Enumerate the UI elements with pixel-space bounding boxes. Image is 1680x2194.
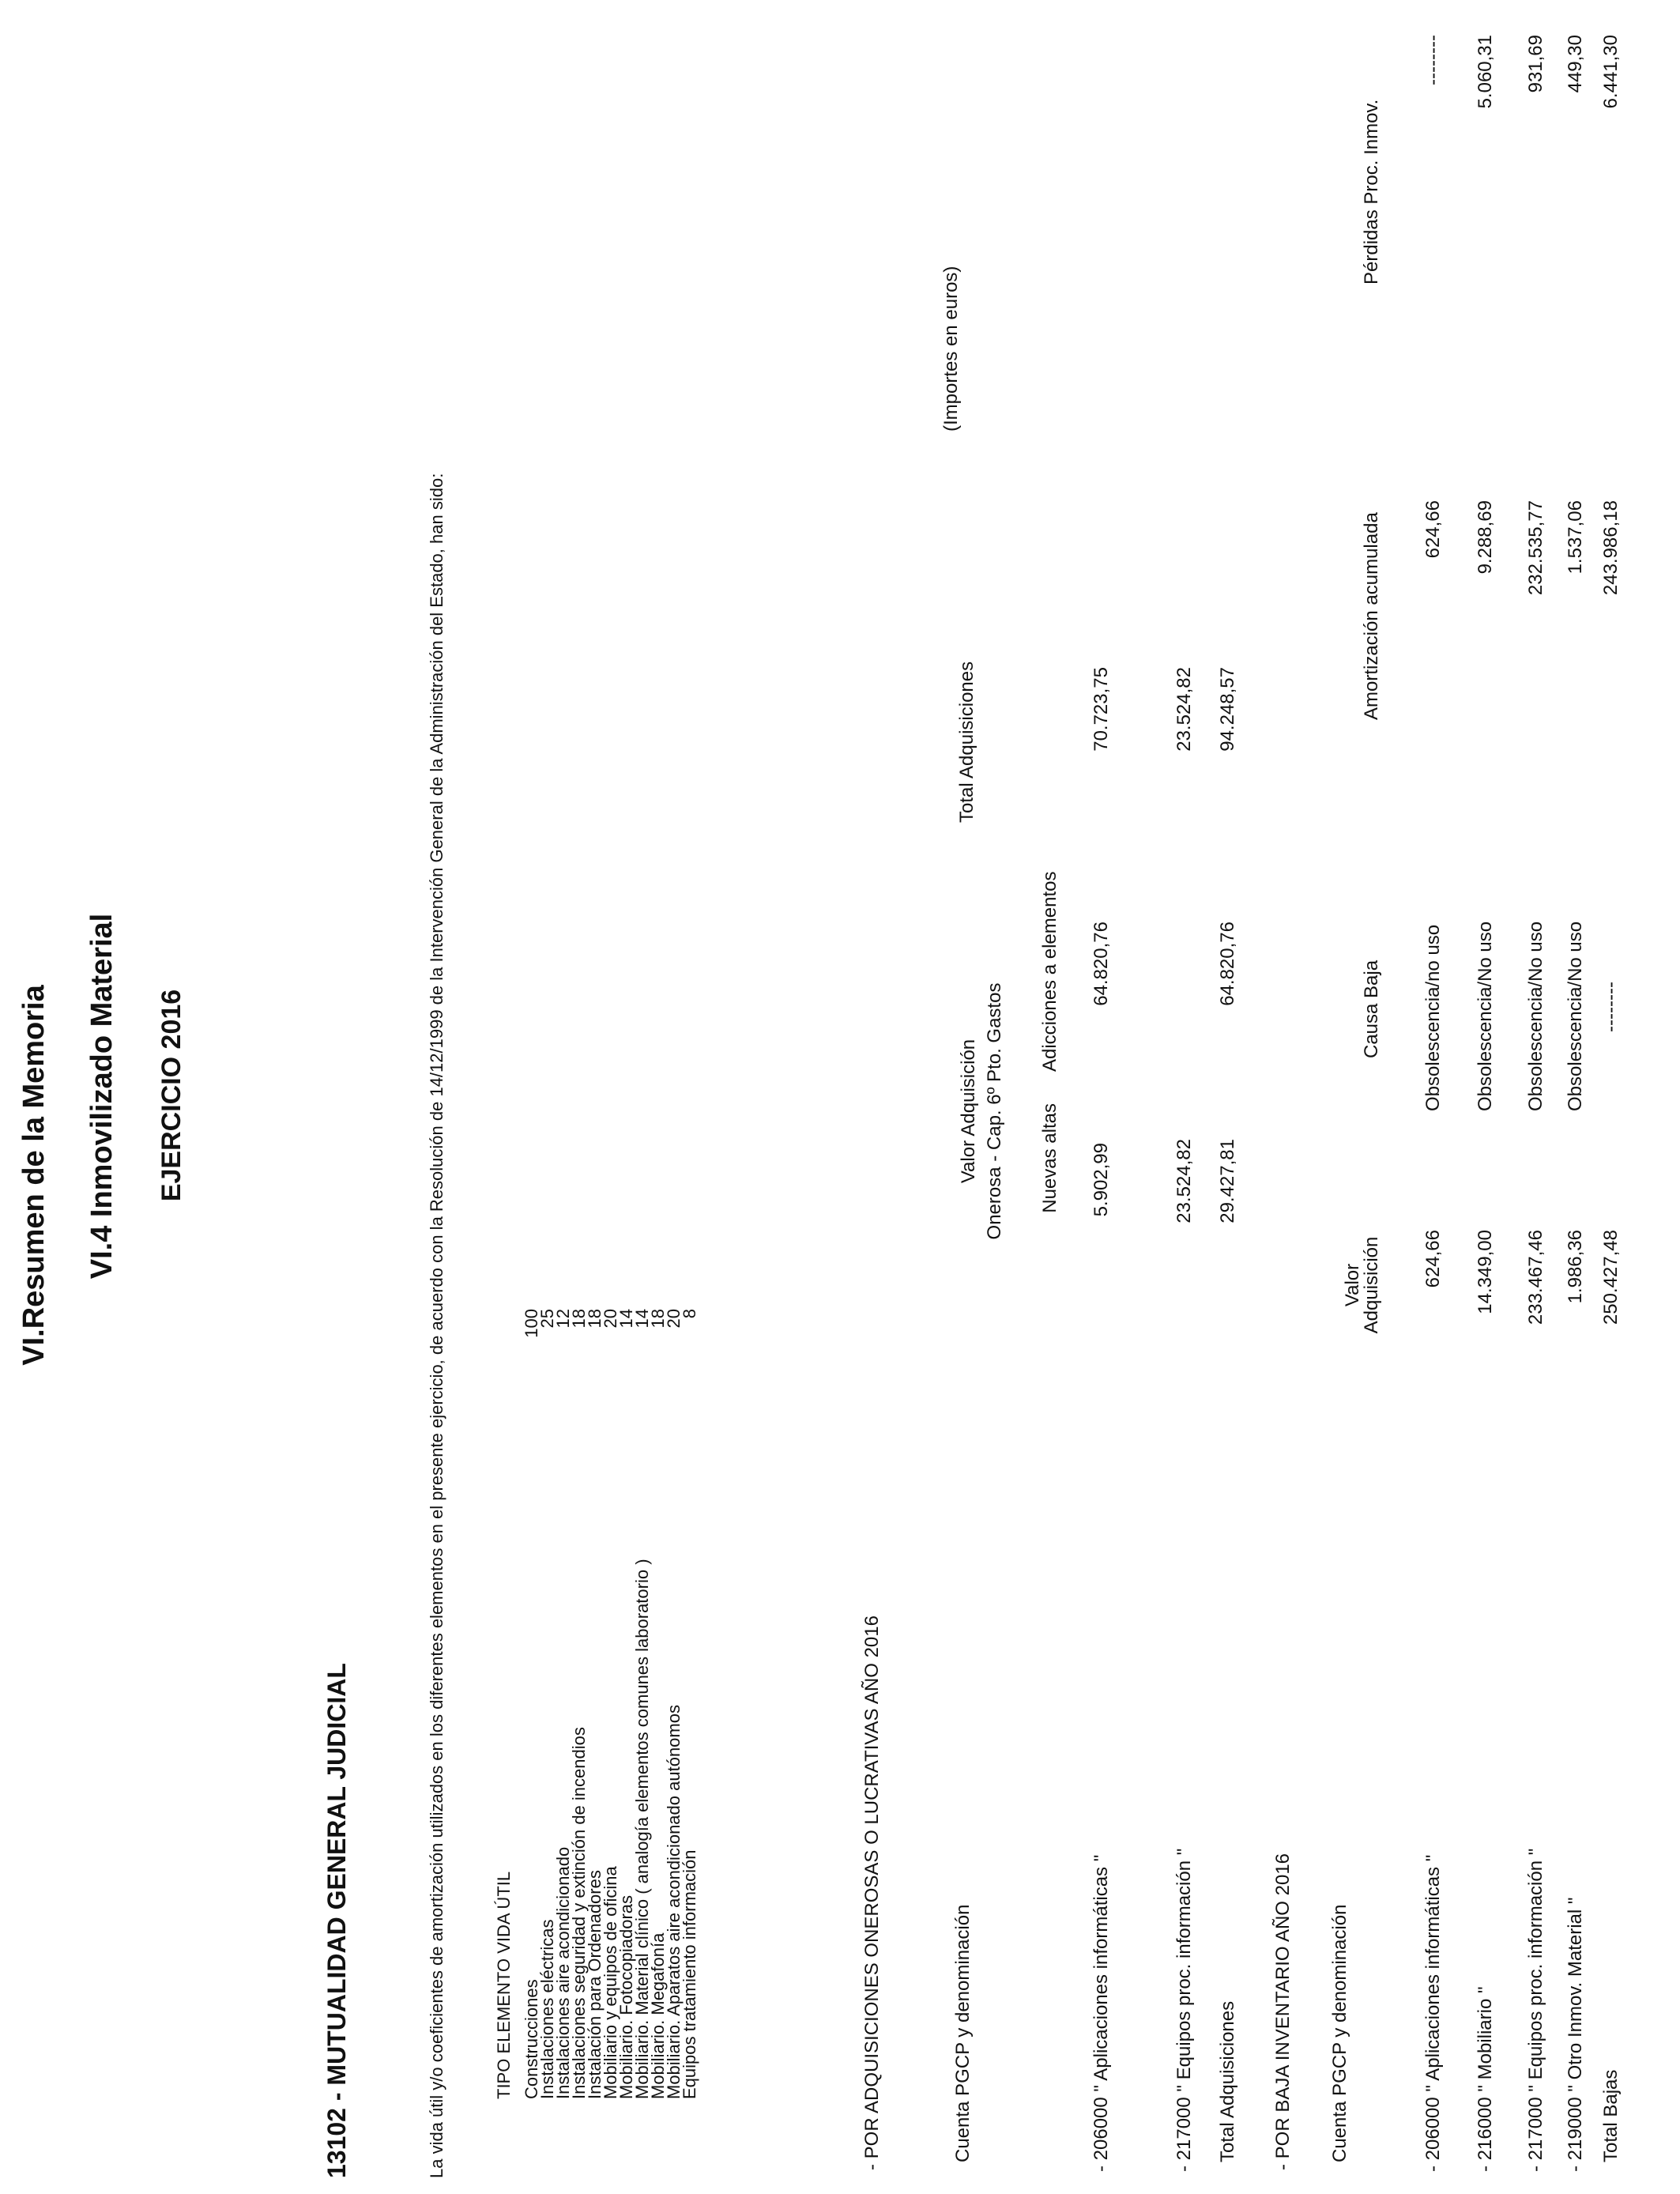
adq-total-adiciones: 64.820,76	[1217, 922, 1238, 1006]
vida-util-heading: TIPO ELEMENTO VIDA ÚTIL	[494, 1871, 514, 2099]
vida-util-years: 8	[680, 1309, 699, 1319]
bajas-row-amort: 9.288,69	[1475, 500, 1496, 575]
vida-util-label: Mobiliario. Fotocopiadoras	[616, 1894, 636, 2099]
bajas-row-cuenta: - 206000 " Aplicaciones informáticas "	[1422, 1854, 1444, 2172]
vida-util-years: 25	[537, 1309, 557, 1329]
bajas-row-valor: 233.467,46	[1525, 1230, 1546, 1325]
adq-total-total: 94.248,57	[1217, 667, 1238, 752]
bajas-row-causa: Obsolescencia/no uso	[1422, 924, 1444, 1111]
vida-util-label: Instalación para Ordenadores	[585, 1870, 605, 2099]
bajas-row-cuenta: - 219000 " Otro Inmov. Material "	[1565, 1897, 1586, 2172]
bajas-row-valor: 624,66	[1422, 1230, 1444, 1288]
vida-util-years: 20	[664, 1309, 684, 1329]
vida-util-years: 18	[585, 1309, 605, 1329]
adq-total-nuevas: 29.427,81	[1217, 1139, 1238, 1223]
bajas-col-valor-2: Adquisición	[1361, 1236, 1382, 1334]
adq-row-total: 70.723,75	[1090, 667, 1112, 752]
bajas-row-causa: Obsolescencia/No uso	[1565, 921, 1586, 1111]
adquisiciones-heading: - POR ADQUISICIONES ONEROSAS O LUCRATIVAS AÑO 2016	[861, 1615, 883, 2170]
adq-row-cuenta: - 217000 " Equipos proc. información "	[1173, 1848, 1195, 2172]
vida-util-years: 18	[569, 1309, 589, 1329]
document-title: VI.Resumen de la Memoria	[17, 985, 51, 1366]
bajas-col-perdidas: Pérdidas Proc. Inmov.	[1361, 99, 1382, 285]
vida-util-years: 100	[522, 1309, 541, 1338]
bajas-row-perdidas: 449,30	[1565, 35, 1586, 93]
vida-util-label: Equipos tratamiento información	[680, 1849, 699, 2099]
bajas-total-causa: --------	[1600, 982, 1622, 1032]
bajas-row-perdidas: 931,69	[1525, 35, 1546, 93]
adq-col-nuevas: Nuevas altas	[1039, 1103, 1060, 1213]
adq-col-adiciones: Adicciones a elementos	[1039, 871, 1060, 1072]
adq-col-valor-2: Onerosa - Cap. 6º Pto. Gastos	[984, 982, 1005, 1240]
bajas-row-perdidas: 5.060,31	[1475, 35, 1496, 109]
bajas-row-cuenta: - 217000 " Equipos proc. información "	[1525, 1848, 1546, 2172]
vida-util-label: Instalaciones seguridad y extinción de incendios	[569, 1727, 589, 2099]
vida-util-label: Construcciones	[522, 1979, 541, 2099]
adq-row-cuenta: - 206000 " Aplicaciones informáticas "	[1090, 1854, 1112, 2172]
vida-util-years: 20	[601, 1309, 620, 1329]
bajas-heading: - POR BAJA INVENTARIO AÑO 2016	[1272, 1853, 1294, 2170]
bajas-total-valor: 250.427,48	[1600, 1230, 1622, 1325]
adq-col-valor-1: Valor Adquisición	[958, 1039, 979, 1184]
bajas-total-perdidas: 6.441,30	[1600, 35, 1622, 109]
vida-util-label: Mobiliario. Megafonía	[648, 1932, 668, 2099]
bajas-row-valor: 1.986,36	[1565, 1230, 1586, 1304]
bajas-row-amort: 1.537,06	[1565, 500, 1586, 575]
vida-util-years: 18	[648, 1309, 668, 1329]
document-subtitle: VI.4 Inmovilizado Material	[85, 913, 119, 1280]
adq-row-adiciones: 64.820,76	[1090, 922, 1112, 1006]
bajas-row-causa: Obsolescencia/No uso	[1525, 921, 1546, 1111]
adq-row-nuevas: 23.524,82	[1173, 1139, 1195, 1223]
exercise-title: EJERCICIO 2016	[156, 989, 186, 1202]
bajas-total-amort: 243.986,18	[1600, 500, 1622, 596]
intro-paragraph: La vida útil y/o coeficientes de amortización utilizados en los diferentes elementos en el presente ejercicio, de acuerdo con la Resolución de 14/12/1999 de la Intervención General de la Administración del Estado, han sido:	[427, 473, 446, 2178]
adq-total-label: Total Adquisiciones	[1217, 2000, 1238, 2162]
vida-util-years: 12	[553, 1309, 573, 1329]
bajas-col-cuenta: Cuenta PGCP y denominación	[1329, 1904, 1350, 2162]
vida-util-label: Instalaciones eléctricas	[537, 1919, 557, 2099]
adq-row-total: 23.524,82	[1173, 667, 1195, 752]
bajas-row-valor: 14.349,00	[1475, 1230, 1496, 1314]
adq-col-total: Total Adquisiciones	[956, 661, 977, 823]
bajas-row-amort: 624,66	[1422, 500, 1444, 559]
vida-util-years: 14	[632, 1309, 652, 1329]
vida-util-label: Mobiliario. Material clínico ( analogía elementos comunes laboratorio )	[632, 1559, 652, 2099]
bajas-col-causa: Causa Baja	[1361, 959, 1382, 1058]
bajas-total-label: Total Bajas	[1600, 2069, 1622, 2162]
bajas-row-cuenta: - 216000 " Mobiliario "	[1475, 1986, 1496, 2172]
bajas-row-perdidas: --------	[1422, 35, 1444, 85]
vida-util-years: 14	[616, 1309, 636, 1329]
vida-util-label: Instalaciones aire acondicionado	[553, 1846, 573, 2099]
bajas-col-valor-1: Valor	[1342, 1263, 1363, 1307]
adq-row-nuevas: 5.902,99	[1090, 1143, 1112, 1217]
importes-note: (Importes en euros)	[940, 266, 962, 432]
entity-title: 13102 - MUTUALIDAD GENERAL JUDICIAL	[322, 1663, 351, 2178]
vida-util-label: Mobiliario. Aparatos aire acondicionado autónomos	[664, 1705, 684, 2099]
bajas-row-causa: Obsolescencia/No uso	[1475, 921, 1496, 1111]
bajas-col-amort: Amortización acumulada	[1361, 512, 1382, 720]
bajas-row-amort: 232.535,77	[1525, 500, 1546, 596]
vida-util-label: Mobiliario y equipos de oficina	[601, 1866, 620, 2099]
adq-col-cuenta: Cuenta PGCP y denominación	[952, 1904, 974, 2162]
